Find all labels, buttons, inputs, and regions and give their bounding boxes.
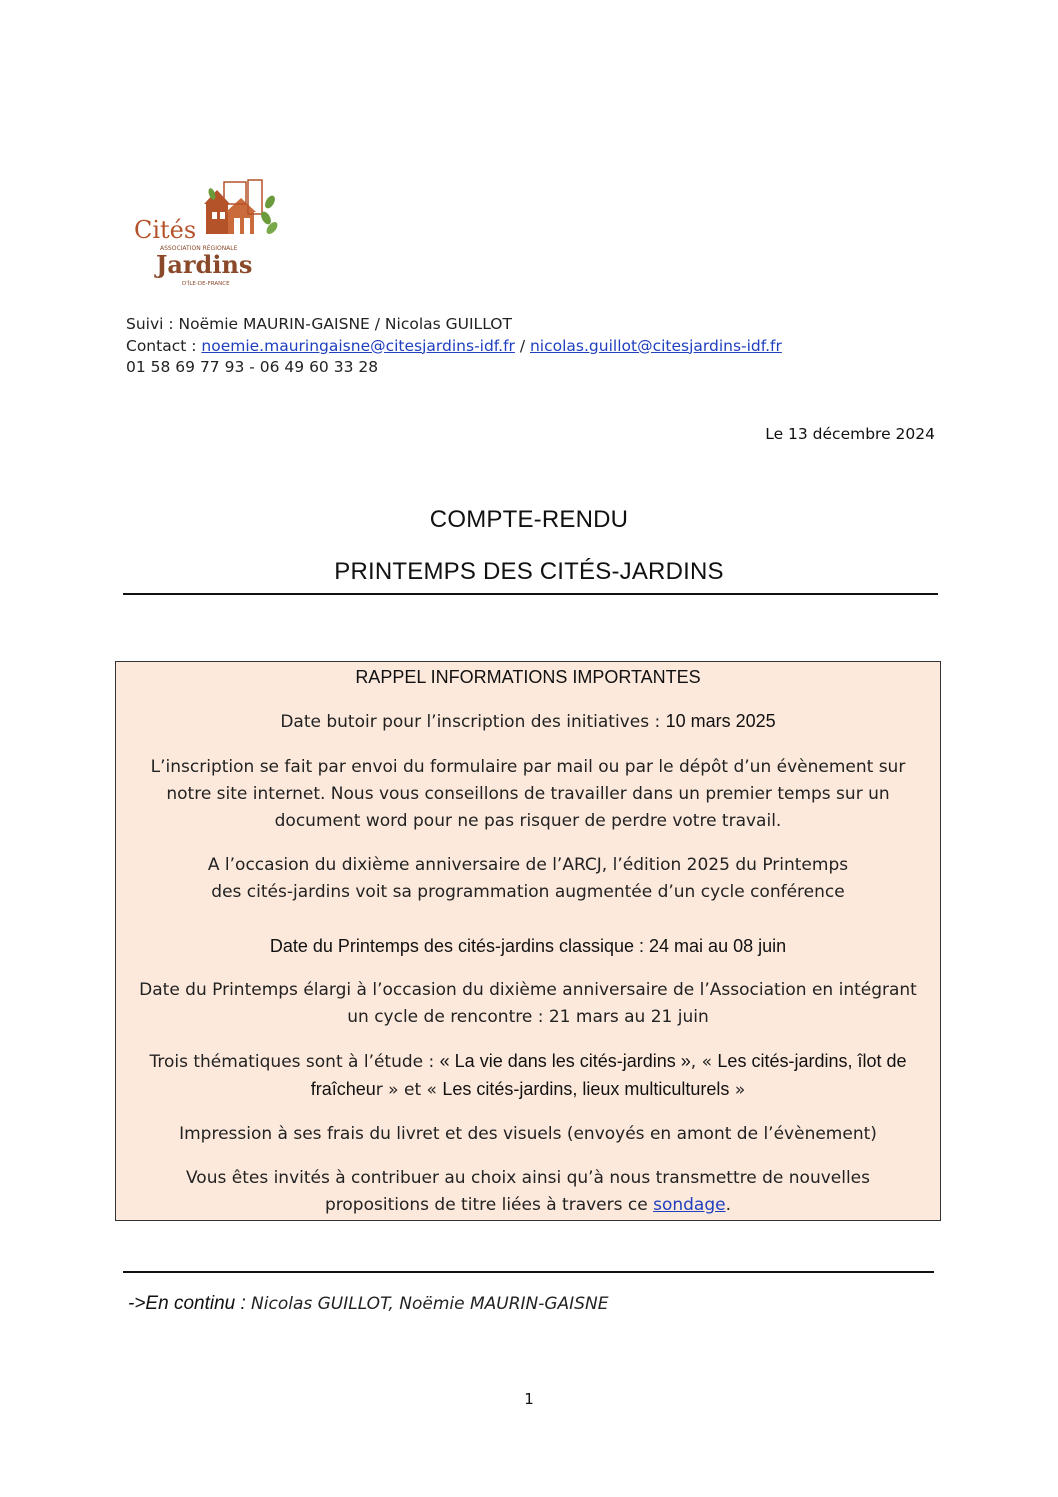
contact-block	[126, 314, 782, 379]
inscription-paragraph: L’inscription se fait par envoi du formulaire par mail ou par le dépôt d’un évènement sur notre site internet. Nous vous conseillons de travailler dans un premier temps sur un document word pour ne pas risquer de perdre votre travail.	[150, 757, 906, 831]
theme-1: « La vie dans les cités-jardins »	[439, 1051, 691, 1071]
theme-3: Les cités-jardins, lieux multiculturels	[442, 1079, 730, 1099]
extended-dates: Date du Printemps élargi à l’occasion du dixième anniversaire de l’Association en intégrant un cycle de rencontre : 21 mars au 21 juin	[139, 980, 917, 1027]
themes-comma: , «	[690, 1052, 718, 1072]
logo-graphic	[132, 172, 282, 292]
suivi-line: Suivi : Noëmie MAURIN-GAISNE / Nicolas GUILLOT	[126, 315, 512, 333]
logo-text-association: ASSOCIATION RÉGIONALE	[160, 245, 238, 252]
theme-2-end: r	[375, 1080, 383, 1100]
email-link-nicolas[interactable]: nicolas.guillot@citesjardins-idf.fr	[529, 336, 782, 355]
box-heading: RAPPEL INFORMATIONS IMPORTANTES	[355, 667, 701, 687]
anniversary-paragraph	[126, 852, 930, 906]
important-info-box	[115, 661, 941, 1221]
email-link-noemie[interactable]: noemie.mauringaisne@citesjardins-idf.fr	[201, 336, 515, 355]
themes-end-quote: »	[729, 1080, 746, 1100]
deadline-text: Date butoir pour l’inscription des initiatives :	[280, 712, 666, 732]
title-printemps: PRINTEMPS DES CITÉS-JARDINS	[334, 558, 724, 585]
page-number: 1	[524, 1390, 534, 1408]
anniversary-line-1: A l’occasion du dixième anniversaire de l’ARCJ, l’édition 2025 du Printemps	[207, 855, 849, 875]
deadline-paragraph	[126, 708, 930, 736]
anniversary-line-2: des cités-jardins voit sa programmation augmentée d’un cycle conférence	[211, 882, 845, 902]
themes-between: » et «	[382, 1080, 443, 1100]
title-compte-rendu: COMPTE-RENDU	[429, 506, 629, 533]
themes-paragraph	[126, 1048, 930, 1104]
document-date: Le 13 décembre 2024	[765, 425, 935, 443]
section-divider	[123, 1271, 934, 1273]
impression-paragraph: Impression à ses frais du livret et des visuels (envoyés en amont de l’évènement)	[179, 1124, 877, 1144]
themes-intro: Trois thématiques sont à l’étude :	[149, 1052, 440, 1072]
cites-jardins-logo	[132, 172, 282, 292]
title-underline	[123, 593, 938, 595]
phone-line: 01 58 69 77 93 - 06 49 60 33 28	[126, 358, 379, 376]
deadline-date: 10 mars 2025	[665, 711, 776, 731]
invite-text: Vous êtes invités à contribuer au choix ainsi qu’à nous transmettre de nouvelles propositions de titre liées à travers ce	[185, 1168, 871, 1215]
email-separator: /	[514, 336, 530, 355]
sondage-link[interactable]: sondage	[653, 1195, 726, 1215]
en-continu-line	[128, 1293, 608, 1315]
invite-period: .	[725, 1195, 731, 1215]
theme-2: Les cités-jardins, îlot de fraîcheu	[310, 1051, 907, 1099]
invite-paragraph	[126, 1165, 930, 1219]
en-continu-label: ->En continu :	[128, 1293, 252, 1314]
contact-line	[126, 336, 782, 358]
en-continu-names: Nicolas GUILLOT, Noëmie MAURIN-GAISNE	[251, 1294, 609, 1314]
logo-text-idf: D'ÎLE-DE-FRANCE	[182, 281, 230, 287]
contact-label: Contact :	[126, 336, 202, 355]
logo-text-jardins: Jardins	[156, 250, 253, 279]
logo-text-cites: Cités	[134, 216, 197, 244]
classic-dates: Date du Printemps des cités-jardins classique : 24 mai au 08 juin	[269, 936, 787, 956]
